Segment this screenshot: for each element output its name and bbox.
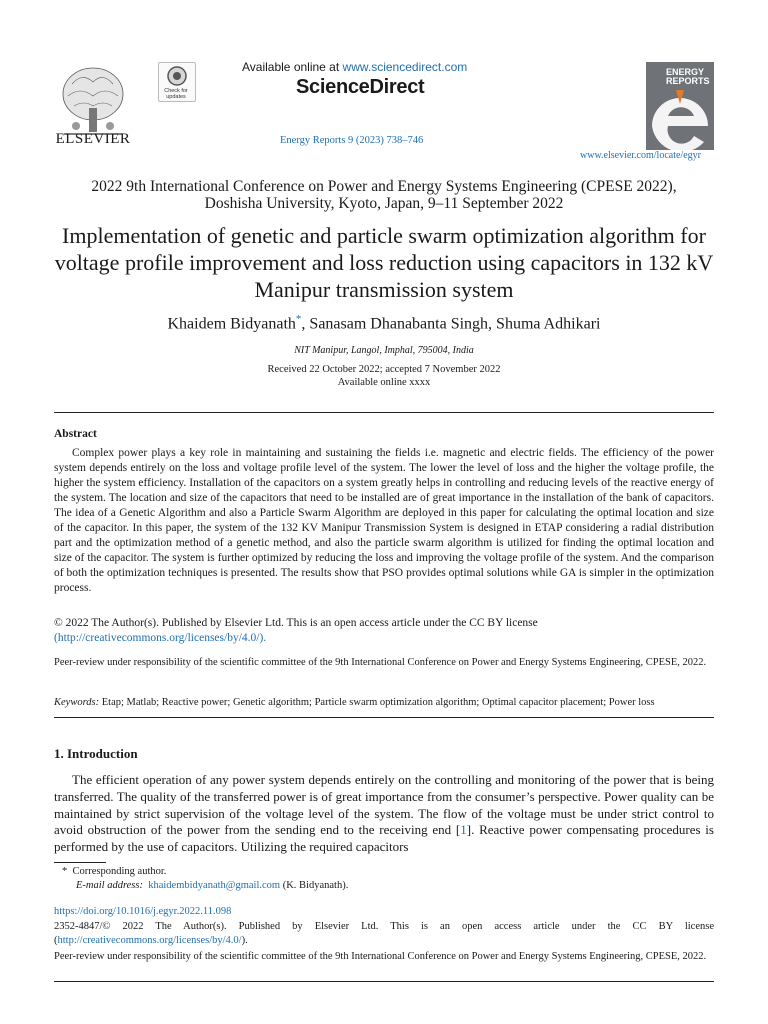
- divider-keywords: [54, 717, 714, 718]
- available-prefix: Available online at: [242, 60, 343, 74]
- crossmark-label: Check for updates: [164, 88, 188, 100]
- intro-text-before-ref: The efficient operation of any power system depends entirely on the controlling and monitoring of the power that is being transferred. The quality of the transferred power is of great importance from the consumer’s perspective. Power quality can be maintained by strict supervision of the voltage level of the system. The flow of the voltage must be under strict control to avoid obstruction of the power from the sending end to the receiving end [: [54, 772, 714, 838]
- available-online: [242, 60, 467, 74]
- abstract-body: Complex power plays a key role in maintaining and sustaining the fields i.e. magnetic and electric fields. The efficiency of the power system depends entirely on the loss and voltage profile level of the system. The lower the level of loss and the higher the voltage profile, the higher the system efficiency. Installation of the capacitors on a system greatly helps in controlling and reducing levels of the reactive energy of the system. The location and size of the capacitors that need to be installed are of great importance in the installation of the bank of capacitors. The idea of a Genetic Algorithm and also a Particle Swarm Algorithm are deployed in this paper for calculating the optimal location and size of the capacitor. In this paper, the system of the 132 KV Manipur Transmission System is designed in ETAP considering a radial distribution part and the optimization method of a genetic method, and also the particle swarm algorithm is utilized for finding the optimal location and size of the capacitor. The system is further optimized by reducing the loss and improving the voltage profile of the system. And the comparison of both the optimization techniques is presented. The results show that PSO provides optimal solutions while GA is simpler in the optimization process.: [54, 447, 714, 594]
- paper-title: [0, 222, 768, 303]
- abstract-peer-review: Peer-review under responsibility of the scientific committee of the 9th International Conference on Power and Energy Systems Engineering, CPESE, 2022.: [54, 657, 707, 668]
- footer-license-prefix: 2352-4847/© 2022 The Author(s). Published by Elsevier Ltd. This is an open access article under the CC BY license (: [54, 921, 714, 946]
- author-rest: , Sanasam Dhanabanta Singh, Shuma Adhikari: [301, 315, 601, 333]
- intro-text-after-ref: ]. Reactive power compensating procedures is performed by the use of capacitors. Utilizing the required capacitors: [54, 822, 714, 855]
- author-list: [0, 313, 768, 333]
- doi-link[interactable]: https://doi.org/10.1016/j.egyr.2022.11.098: [54, 906, 232, 917]
- crossmark-icon: [159, 63, 195, 89]
- divider-bottom: [54, 981, 714, 982]
- email-suffix: (K. Bidyanath).: [280, 880, 349, 891]
- keywords: [54, 697, 714, 708]
- sciencedirect-wordmark: ScienceDirect: [296, 76, 425, 98]
- footer-peer-review: Peer-review under responsibility of the scientific committee of the 9th International Conference on Power and Energy Systems Engineering, CPESE, 2022.: [54, 951, 707, 962]
- copyright-text: © 2022 The Author(s). Published by Elsevier Ltd. This is an open access article under the CC BY license: [54, 617, 538, 629]
- author-first: Khaidem Bidyanath: [167, 315, 296, 333]
- corresponding-author-mark[interactable]: *: [295, 313, 302, 325]
- license-link[interactable]: (http://creativecommons.org/licenses/by/4.0/).: [54, 632, 267, 644]
- footer-license-suffix: ).: [241, 934, 248, 946]
- keywords-text: Etap; Matlab; Reactive power; Genetic algorithm; Particle swarm optimization algorithm; Optimal capacitor placement; Power loss: [99, 697, 655, 708]
- article-dates: [0, 363, 768, 389]
- email-link[interactable]: khaidembidyanath@gmail.com: [148, 880, 281, 891]
- abstract-heading: Abstract: [54, 428, 97, 440]
- paper-title-text: Implementation of genetic and particle swarm optimization algorithm for voltage profile improvement and loss reduction using capacitors in 132 kV Manipur transmission system: [54, 223, 714, 302]
- section-heading-introduction: 1. Introduction: [54, 746, 138, 761]
- conference-info: [0, 178, 768, 212]
- journal-homepage-link[interactable]: www.elsevier.com/locate/egyr: [580, 150, 701, 161]
- footnote-mark: *: [62, 866, 68, 877]
- journal-citation[interactable]: Energy Reports 9 (2023) 738–746: [280, 135, 424, 146]
- reference-link[interactable]: 1: [460, 822, 467, 838]
- cover-title: ENERGY REPORTS: [666, 67, 710, 86]
- footer-license: [54, 920, 714, 947]
- cover-e-graphic: [646, 86, 714, 150]
- journal-cover[interactable]: [646, 62, 714, 150]
- abstract-copyright: [54, 616, 714, 646]
- divider-top: [54, 412, 714, 413]
- introduction-paragraph: [54, 772, 714, 856]
- available-date: Available online xxxx: [337, 377, 431, 388]
- footnote-rule: [54, 862, 106, 863]
- keywords-label: Keywords:: [54, 697, 100, 708]
- footnote-label: Corresponding author.: [72, 866, 167, 877]
- conference-line-2: Doshisha University, Kyoto, Japan, 9–11 September 2022: [204, 195, 564, 212]
- sciencedirect-link[interactable]: www.sciencedirect.com: [342, 60, 468, 74]
- footer-license-link[interactable]: http://creativecommons.org/licenses/by/4.0/: [57, 934, 242, 946]
- affiliation: NIT Manipur, Langol, Imphal, 795004, India: [294, 345, 474, 356]
- conference-line-1: 2022 9th International Conference on Power and Energy Systems Engineering (CPESE 2022),: [91, 178, 677, 195]
- received-dates: Received 22 October 2022; accepted 7 November 2022: [267, 364, 501, 375]
- footnote-corresponding: [62, 866, 166, 877]
- email-label: E-mail address:: [76, 880, 143, 891]
- footnote-email: [76, 880, 348, 891]
- publisher-wordmark: ELSEVIER: [55, 131, 131, 147]
